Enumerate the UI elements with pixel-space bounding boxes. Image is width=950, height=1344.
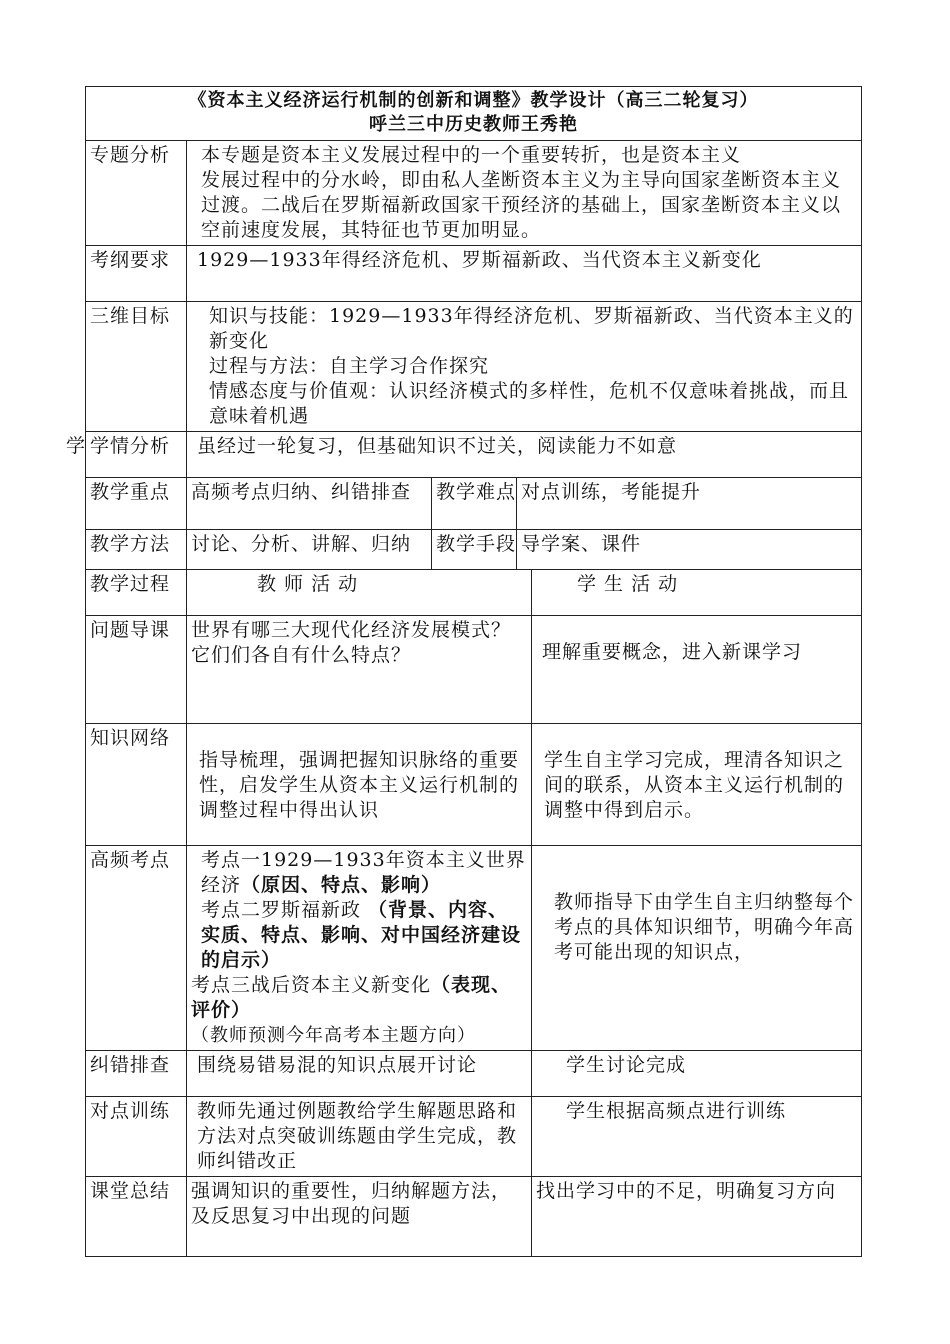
learner-label: 学情分析 (90, 435, 171, 457)
network-teacher: 指导梳理，强调把握知识脉络的重要性，启发学生从资本主义运行机制的调整过程中得出认识 (187, 724, 532, 846)
hot-point-2-text: 考点二罗斯福新政 (201, 899, 369, 921)
intro-student: 理解重要概念，进入新课学习 (532, 616, 862, 724)
correct-label: 纠错排查 (86, 1051, 187, 1097)
goals-line-2: 过程与方法：自主学习合作探究 (209, 355, 490, 377)
learner-row (86, 432, 862, 478)
topic-line-1: 本专题是资本主义发展过程中的一个重要转折，也是资本主义 (201, 144, 742, 166)
summary-row (86, 1177, 862, 1257)
learner-content: 虽经过一轮复习，但基础知识不过关，阅读能力不如意 (187, 432, 862, 478)
intro-teacher: 世界有哪三大现代化经济发展模式？它们们各自有什么特点？ (187, 616, 532, 724)
difficulty-label: 教学难点 (432, 478, 517, 530)
hot-point-1-scope: （原因、特点、影响） (241, 874, 442, 896)
topic-line-2: 发展过程中的分水岭，即由私人垄断资本主义为主导向国家垄断资本主义过渡。二战后在罗斯福新政国家干预经济的基础上，国家垄断资本主义以空前速度发展，其特征也节更加明显。 (201, 169, 842, 241)
lesson-plan-table (66, 86, 862, 1257)
focus-value: 高频考点归纳、纠错排查 (187, 478, 432, 530)
hot-row (86, 846, 862, 1051)
correct-teacher: 围绕易错易混的知识点展开讨论 (187, 1051, 532, 1097)
method-row (86, 530, 862, 570)
training-row (86, 1097, 862, 1177)
hot-prediction-note: （教师预测今年高考本主题方向） (191, 1025, 476, 1046)
hot-label: 高频考点 (86, 846, 187, 1051)
method-value: 讨论、分析、讲解、归纳 (187, 530, 432, 570)
hot-point-1 (191, 848, 527, 898)
goals-line-3: 情感态度与价值观：认识经济模式的多样性，危机不仅意味着挑战，而且意味着机遇 (209, 380, 850, 427)
hot-point-1-text: 考点一1929—1933年资本主义世界经济 (201, 849, 526, 896)
summary-student: 找出学习中的不足，明确复习方向 (532, 1177, 862, 1257)
network-student: 学生自主学习完成，理清各知识之间的联系，从资本主义运行机制的调整中得到启示。 (532, 724, 862, 846)
topic-content (187, 141, 862, 246)
means-label: 教学手段 (432, 530, 517, 570)
process-row (86, 570, 862, 616)
topic-row (86, 141, 862, 246)
hot-point-3-scope: （表现、评价） (191, 974, 512, 1021)
document-author: 呼兰三中历史教师王秀艳 (369, 114, 578, 135)
network-label: 知识网络 (86, 724, 187, 846)
title-cell (86, 87, 862, 141)
hot-point-2 (191, 898, 527, 973)
correct-row (86, 1051, 862, 1097)
intro-label: 问题导课 (86, 616, 187, 724)
summary-label: 课堂总结 (86, 1177, 187, 1257)
network-row (86, 724, 862, 846)
focus-label: 教学重点 (86, 478, 187, 530)
summary-teacher: 强调知识的重要性，归纳解题方法，及反思复习中出现的问题 (187, 1177, 532, 1257)
difficulty-value: 对点训练，考能提升 (517, 478, 862, 530)
hot-student: 教师指导下由学生自主归纳整每个考点的具体知识细节，明确今年高考可能出现的知识点， (532, 846, 862, 1051)
hot-point-3-text: 考点三战后资本主义新变化 (191, 974, 432, 996)
learner-label-cell (66, 432, 187, 478)
goals-label: 三维目标 (86, 302, 187, 432)
syllabus-content: 1929—1933年得经济危机、罗斯福新政、当代资本主义新变化 (187, 246, 862, 302)
topic-label: 专题分析 (86, 141, 187, 246)
syllabus-label: 考纲要求 (86, 246, 187, 302)
goals-content (187, 302, 862, 432)
training-teacher: 教师先通过例题教给学生解题思路和方法对点突破训练题由学生完成，教师纠错改正 (187, 1097, 532, 1177)
training-label: 对点训练 (86, 1097, 187, 1177)
learner-prefix: 学 (66, 435, 87, 457)
goals-row (86, 302, 862, 432)
title-row (86, 87, 862, 141)
teacher-activity-heading: 教 师 活 动 (187, 570, 532, 616)
correct-student: 学生讨论完成 (532, 1051, 862, 1097)
training-student: 学生根据高频点进行训练 (532, 1097, 862, 1177)
process-label: 教学过程 (86, 570, 187, 616)
hot-teacher (187, 846, 532, 1051)
intro-row (86, 616, 862, 724)
hot-point-2-scope: （背景、内容、实质、特点、影响、对中国经济建设的启示） (201, 899, 522, 971)
lesson-plan-document (66, 86, 861, 1257)
document-title: 《资本主义经济运行机制的创新和调整》教学设计（高三二轮复习） (188, 90, 759, 111)
method-label: 教学方法 (86, 530, 187, 570)
student-activity-heading: 学 生 活 动 (532, 570, 862, 616)
focus-row (86, 478, 862, 530)
goals-line-1: 知识与技能：1929—1933年得经济危机、罗斯福新政、当代资本主义的新变化 (209, 305, 854, 352)
syllabus-row (86, 246, 862, 302)
hot-point-3 (191, 973, 527, 1023)
means-value: 导学案、课件 (517, 530, 862, 570)
